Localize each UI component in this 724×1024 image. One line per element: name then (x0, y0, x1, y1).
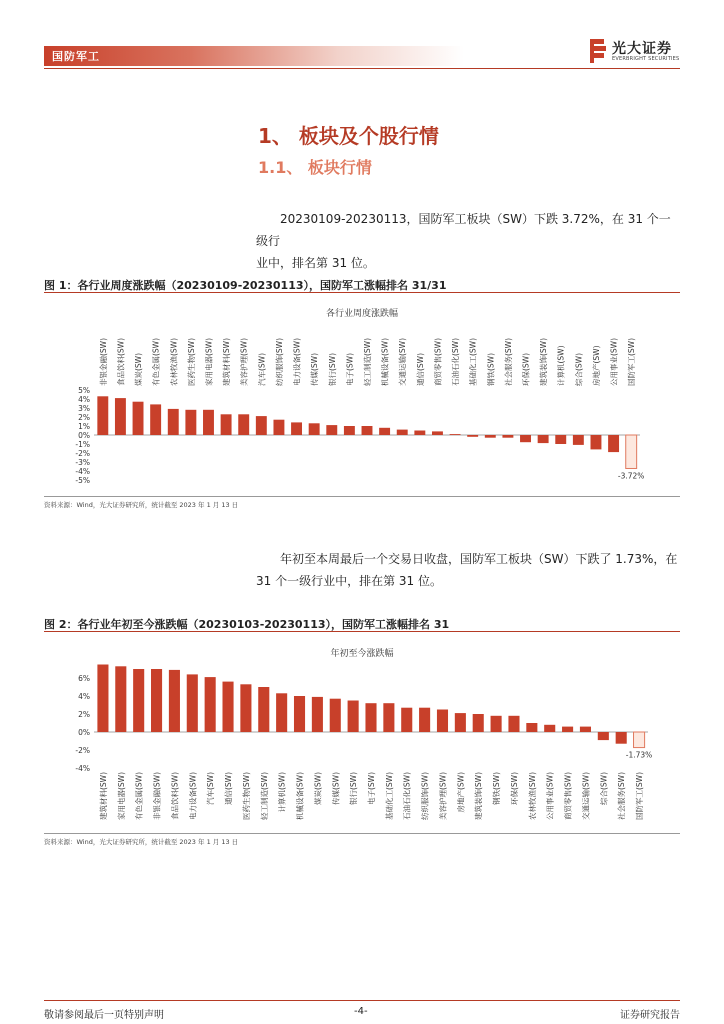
report-type: 证券研究报告 (620, 1010, 680, 1021)
bar (526, 723, 537, 732)
y-tick-label: 2% (78, 413, 90, 422)
data-label: -1.73% (625, 750, 653, 760)
bar (473, 714, 484, 732)
bar (348, 701, 359, 733)
category-label: 交通运输(SW) (581, 772, 591, 821)
category-label: 综合(SW) (599, 772, 609, 806)
category-label: 家用电器(SW) (116, 772, 126, 821)
bar (344, 426, 355, 435)
category-label: 农林牧渔(SW) (169, 337, 179, 386)
bar (151, 669, 162, 732)
category-label: 国防军工(SW) (635, 772, 645, 821)
bar (544, 725, 555, 732)
category-label: 通信(SW) (415, 352, 425, 386)
bar (222, 682, 233, 732)
bar (432, 431, 443, 435)
category-label: 非银金融(SW) (152, 772, 162, 821)
y-tick-label: -1% (75, 440, 90, 449)
paragraph-line: 20230109-20230113，国防军工板块（SW）下跌 3.72%，在 31 个一级行 (256, 212, 671, 248)
bar (169, 670, 180, 732)
figure-1-title: 图 1：各行业周度涨跌幅（20230109-20230113），国防军工涨幅排名 31/31 (44, 279, 447, 292)
category-label: 计算机(SW) (277, 772, 287, 813)
bar (362, 426, 373, 435)
category-label: 公用事业(SW) (609, 337, 619, 386)
bar (502, 435, 513, 438)
category-label: 基础化工(SW) (468, 337, 478, 386)
y-tick-label: 5% (78, 386, 90, 395)
y-tick-label: -2% (75, 746, 90, 755)
paragraph-line: 年初至本周最后一个交易日收盘，国防军工板块（SW）下跌了 1.73%，在 (280, 552, 678, 566)
category-label: 钢铁(SW) (486, 352, 496, 386)
category-label: 煤炭(SW) (134, 352, 144, 386)
chart-title: 各行业周度涨跌幅 (325, 309, 399, 319)
everbright-logo-icon (588, 38, 608, 64)
bar (168, 409, 179, 435)
category-label: 公用事业(SW) (545, 772, 555, 821)
bar (291, 422, 302, 435)
category-label: 建筑材料(SW) (222, 337, 232, 386)
bar (309, 423, 320, 435)
y-tick-label: -4% (75, 764, 90, 773)
bar (205, 677, 216, 732)
category-label: 国防军工(SW) (627, 337, 637, 386)
bar (365, 703, 376, 732)
category-label: 商贸零售(SW) (563, 772, 573, 821)
category-label: 房地产(SW) (591, 345, 601, 386)
bar (330, 699, 341, 732)
y-tick-label: 1% (78, 422, 90, 431)
paragraph-weekly (256, 208, 681, 274)
category-label: 石油石化(SW) (402, 772, 412, 821)
subsection-heading: 1.1、 板块行情 (258, 158, 372, 177)
category-label: 交通运输(SW) (398, 337, 408, 386)
data-label: -3.72% (617, 471, 645, 481)
category-label: 电力设备(SW) (188, 772, 198, 821)
bar (598, 732, 609, 740)
bar (256, 416, 267, 435)
bar (133, 669, 144, 732)
bar (240, 684, 251, 732)
bar (238, 414, 249, 435)
bar (276, 693, 287, 732)
ytd-change-chart (44, 640, 680, 830)
bar (221, 414, 232, 435)
bar (326, 425, 337, 435)
bar (562, 727, 573, 732)
header-divider (44, 68, 680, 69)
category-label: 通信(SW) (224, 772, 234, 806)
category-label: 食品饮料(SW) (116, 337, 126, 386)
category-label: 纺织服饰(SW) (420, 772, 430, 821)
figure-2-bottom-rule (44, 833, 680, 834)
figure-2-top-rule (44, 631, 680, 632)
bar (520, 435, 531, 442)
bar (626, 435, 637, 468)
page-number: -4- (354, 1006, 368, 1017)
y-tick-label: 6% (78, 674, 90, 683)
category-label: 传媒(SW) (331, 772, 341, 806)
paragraph-line: 业中，排名第 31 位。 (256, 256, 375, 270)
logo-text: 光大证券 (612, 41, 672, 57)
bar (294, 696, 305, 732)
category-label: 环保(SW) (521, 352, 531, 386)
bar (573, 435, 584, 445)
y-tick-label: 2% (78, 710, 90, 719)
category-label: 食品饮料(SW) (170, 772, 180, 821)
category-label: 电力设备(SW) (292, 337, 302, 386)
disclaimer-note: 敬请参阅最后一页特别声明 (44, 1010, 164, 1021)
category-label: 环保(SW) (509, 772, 519, 806)
bar (508, 716, 519, 732)
chart-title: 年初至今涨跌幅 (330, 649, 394, 659)
bar (258, 687, 269, 732)
bar (150, 404, 161, 435)
y-tick-label: 4% (78, 395, 90, 404)
y-tick-label: -5% (75, 476, 90, 485)
category-label: 汽车(SW) (206, 772, 216, 806)
category-label: 基础化工(SW) (384, 772, 394, 821)
bar (185, 410, 196, 435)
bar (580, 727, 591, 732)
bar (414, 431, 425, 436)
bar (616, 732, 627, 744)
y-tick-label: -4% (75, 467, 90, 476)
bar (634, 732, 645, 748)
category-label: 建筑装饰(SW) (474, 772, 484, 821)
bar (97, 665, 108, 733)
paragraph-ytd (256, 548, 681, 592)
bar (97, 396, 108, 435)
category-label: 煤炭(SW) (313, 772, 323, 806)
figure-1-source: 资料来源：Wind，光大证券研究所，统计截至 2023 年 1 月 13 日 (44, 501, 239, 509)
category-label: 机械设备(SW) (380, 337, 390, 386)
category-label: 银行(SW) (327, 352, 337, 386)
category-label: 社会服务(SW) (503, 337, 513, 386)
figure-1-bottom-rule (44, 496, 680, 497)
bar (203, 410, 214, 435)
y-tick-label: 0% (78, 728, 90, 737)
category-label: 轻工制造(SW) (363, 337, 372, 386)
figure-2-source: 资料来源：Wind，光大证券研究所，统计截至 2023 年 1 月 13 日 (44, 838, 239, 846)
category-label: 纺织服饰(SW) (274, 337, 284, 386)
bar (591, 435, 602, 449)
category-label: 有色金属(SW) (134, 772, 144, 821)
bar (555, 435, 566, 444)
paragraph-line: 31 个一级行业中，排在第 31 位。 (256, 574, 442, 588)
section-label: 国防军工 (52, 50, 100, 63)
category-label: 建筑材料(SW) (98, 772, 108, 821)
category-label: 石油石化(SW) (451, 337, 461, 386)
category-label: 商贸零售(SW) (433, 337, 443, 386)
bar (419, 708, 430, 732)
category-label: 美容护理(SW) (239, 337, 249, 386)
bar (538, 435, 549, 443)
category-label: 机械设备(SW) (295, 772, 305, 821)
bar (397, 430, 408, 435)
category-label: 农林牧渔(SW) (527, 772, 537, 821)
category-label: 轻工制造(SW) (259, 772, 269, 821)
header-band (44, 46, 464, 66)
category-label: 计算机(SW) (556, 345, 566, 386)
logo-english: EVERBRIGHT SECURITIES (612, 56, 680, 62)
category-label: 美容护理(SW) (438, 772, 448, 821)
figure-2-title: 图 2：各行业年初至今涨跌幅（20230103-20230113），国防军工涨幅排名 31 (44, 618, 450, 631)
category-label: 传媒(SW) (310, 352, 320, 386)
bar (455, 713, 466, 732)
y-tick-label: -2% (75, 449, 90, 458)
bar (115, 666, 126, 732)
weekly-change-chart (44, 298, 680, 493)
y-tick-label: 0% (78, 431, 90, 440)
bar (379, 428, 390, 435)
bar (187, 674, 198, 732)
category-label: 家用电器(SW) (204, 337, 214, 386)
y-tick-label: 3% (78, 404, 90, 413)
category-label: 社会服务(SW) (617, 772, 627, 821)
bar (383, 703, 394, 732)
y-tick-label: 4% (78, 692, 90, 701)
bar (491, 716, 502, 732)
bar (437, 710, 448, 733)
bar (115, 398, 126, 435)
bar (608, 435, 619, 452)
category-label: 钢铁(SW) (492, 772, 502, 806)
category-label: 电子(SW) (367, 772, 376, 806)
bar (485, 435, 496, 438)
bar (401, 708, 412, 732)
bar (312, 697, 323, 732)
category-label: 建筑装饰(SW) (539, 337, 549, 386)
category-label: 非银金融(SW) (98, 337, 108, 386)
category-label: 有色金属(SW) (151, 337, 161, 386)
category-label: 综合(SW) (574, 352, 584, 386)
section-heading: 1、 板块及个股行情 (258, 124, 439, 148)
footer-divider (44, 1000, 680, 1001)
bar (273, 420, 284, 435)
bar (467, 435, 478, 437)
figure-1-top-rule (44, 292, 680, 293)
bar (450, 434, 461, 435)
category-label: 医药生物(SW) (241, 772, 251, 821)
bar (133, 402, 144, 435)
y-tick-label: -3% (75, 458, 90, 467)
category-label: 房地产(SW) (456, 772, 466, 813)
category-label: 汽车(SW) (257, 352, 267, 386)
category-label: 电子(SW) (345, 352, 355, 386)
category-label: 医药生物(SW) (186, 337, 196, 386)
category-label: 银行(SW) (349, 772, 359, 806)
